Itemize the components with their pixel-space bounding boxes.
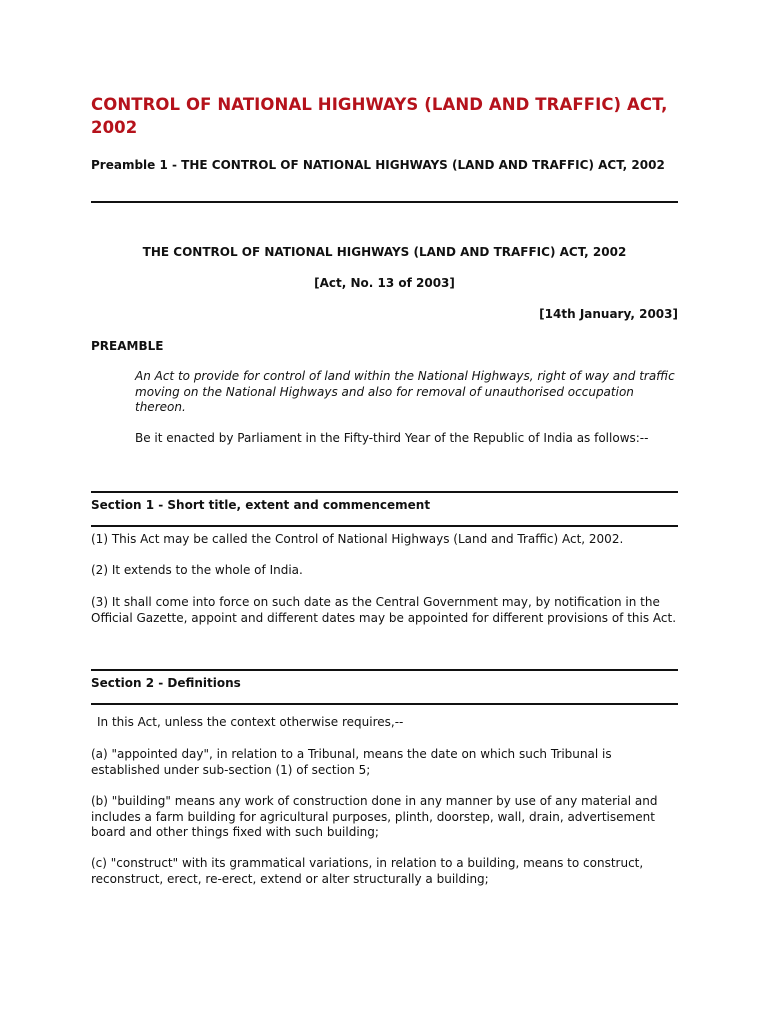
act-date: [14th January, 2003] [539,307,678,321]
document-title: CONTROL OF NATIONAL HIGHWAYS (LAND AND TRAFFIC) ACT, 2002 [91,95,668,137]
section-1-para-3: (3) It shall come into force on such date as the Central Government may, by notification in the Official Gazette, appoint and different dates may be appointed for different provisions of this Act. [91,595,677,625]
section-1-heading: Section 1 - Short title, extent and commencement [91,498,431,512]
section-1-para-1: (1) This Act may be called the Control of National Highways (Land and Traffic) Act, 2002. [91,532,624,546]
definition-b: (b) "building" means any work of construction done in any manner by use of any material and includes a farm building for agricultural purposes, plinth, doorstep, wall, drain, advertisement board and other things fixed with such building; [91,794,658,839]
definition-c: (c) "construct" with its grammatical variations, in relation to a building, means to construct, reconstruct, erect, re-erect, extend or alter structurally a building; [91,856,644,886]
act-title: THE CONTROL OF NATIONAL HIGHWAYS (LAND AND TRAFFIC) ACT, 2002 [142,245,627,259]
section-1-para-2: (2) It extends to the whole of India. [91,563,303,577]
divider [91,491,678,493]
divider [91,525,678,527]
preamble-label: PREAMBLE [91,339,164,353]
divider [91,669,678,671]
section-2-heading: Section 2 - Definitions [91,676,241,690]
section-2-intro: In this Act, unless the context otherwise requires,-- [97,715,404,729]
divider [91,703,678,705]
definition-a: (a) "appointed day", in relation to a Tribunal, means the date on which such Tribunal is established under sub-section (1) of section 5; [91,747,612,777]
preamble-heading: Preamble 1 - THE CONTROL OF NATIONAL HIGHWAYS (LAND AND TRAFFIC) ACT, 2002 [91,158,665,172]
preamble-text: An Act to provide for control of land within the National Highways, right of way and traffic moving on the National Highways and also for removal of unauthorised occupation thereon. [135,369,675,414]
act-number: [Act, No. 13 of 2003] [314,276,455,290]
divider [91,201,678,203]
enactment-text: Be it enacted by Parliament in the Fifty-third Year of the Republic of India as follows:-- [135,431,649,445]
